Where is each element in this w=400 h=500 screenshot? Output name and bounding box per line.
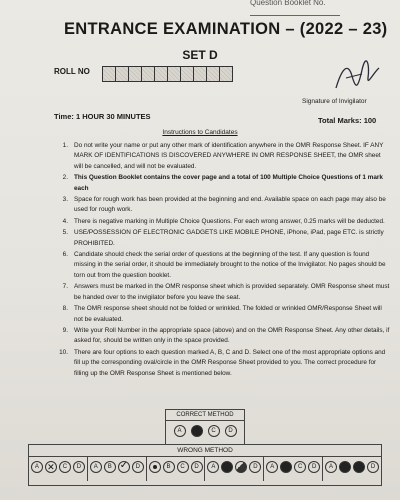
instruction-text: There is negative marking in Multiple Choice Questions. For each wrong answer, 0.25 marks will be deducted. (74, 217, 385, 225)
instruction-text: This Question Booklet contains the cover page and a total of 100 Multiple Choice Questions of 1 mark each (74, 174, 383, 192)
omr-bubble-b-filled (221, 461, 233, 473)
instruction-text: Candidate should check the serial order of questions at the beginning of the test. If any question is found missing in the serial order, it should be immediately brought to the notice of the Invigilator. No pages should be torn out from the question booklet. (74, 251, 386, 279)
roll-box (102, 66, 116, 82)
omr-bubble-d: D (367, 461, 379, 473)
instruction-number: 5. (62, 229, 68, 237)
wrong-example-cross (29, 457, 88, 481)
omr-bubble-d: D (191, 461, 203, 473)
roll-box (206, 66, 220, 82)
roll-box (193, 66, 207, 82)
roll-number-boxes (102, 66, 232, 82)
correct-method-box (165, 409, 245, 445)
omr-bubble-b: B (163, 461, 175, 473)
instruction-text: Answers must be marked in the OMR response sheet which is provided separately. OMR Response sheet must be handed over to the invigilator before you leave the seat. (74, 283, 390, 301)
booklet-number-field (250, 0, 400, 16)
instruction-item (54, 141, 390, 172)
omr-bubble-c: C (294, 461, 306, 473)
omr-bubble-d: D (225, 425, 237, 437)
instruction-item (54, 228, 390, 249)
omr-bubble-b-filled: B (191, 425, 203, 437)
instruction-item (54, 250, 390, 281)
wrong-method-box (28, 444, 382, 486)
instructions-heading: Instructions to Candidates (162, 129, 238, 136)
instruction-text: Space for rough work has been provided at the beginning and end. Available space on each page may also be used for rough work. (74, 196, 386, 214)
instruction-item (54, 326, 390, 347)
instruction-item (54, 173, 390, 194)
instruction-text: There are four options to each question marked A, B, C and D. Select one of the most appropriate options and fill up the corresponding oval/circle in the OMR Response Sheet provided to you. The correct procedure for filling up the OMR Response Sheet is mentioned below. (74, 348, 386, 377)
instruction-text: USE/POSSESSION OF ELECTRONIC GADGETS LIKE MOBILE PHONE, iPhone, iPad, page ETC. is strictly PROHIBITED. (74, 229, 384, 247)
instruction-item (54, 217, 390, 227)
instruction-number: 8. (62, 305, 68, 313)
roll-box (141, 66, 155, 82)
roll-box (115, 66, 129, 82)
instruction-item (54, 304, 390, 325)
omr-bubble-d: D (308, 461, 320, 473)
omr-bubble-d: D (132, 461, 144, 473)
correct-method-bubbles (166, 421, 244, 437)
exam-duration: Time: 1 HOUR 30 MINUTES (54, 112, 151, 121)
instruction-number: 1. (62, 142, 68, 149)
correct-method-label: CORRECT METHOD (166, 410, 244, 421)
instruction-number: 4. (62, 217, 68, 225)
instruction-number: 7. (62, 283, 68, 291)
wrong-example-double (264, 457, 323, 481)
wrong-method-examples (29, 457, 381, 481)
instruction-number: 9. (62, 326, 68, 334)
instruction-number: 6. (62, 251, 68, 259)
omr-bubble-a: A (90, 461, 102, 473)
omr-bubble-a: A (325, 461, 337, 473)
omr-bubble-c: C (59, 461, 71, 473)
total-marks: Total Marks: 100 (318, 116, 377, 125)
instruction-number: 3. (62, 196, 68, 204)
omr-bubble-c-ticked (118, 461, 130, 473)
omr-bubble-b-filled (339, 461, 351, 473)
set-label: SET D (182, 48, 218, 62)
booklet-number-label: Question Booklet No. (250, 0, 326, 7)
roll-box (180, 66, 194, 82)
omr-bubble-d: D (73, 461, 85, 473)
omr-bubble-c: C (177, 461, 189, 473)
booklet-number-line (250, 8, 340, 16)
invigilator-signature-label: Signature of Invigilator (302, 98, 367, 105)
wrong-example-half-filled (205, 457, 264, 481)
omr-bubble-a: A (31, 461, 43, 473)
instruction-item (54, 195, 390, 216)
instruction-number: 2. (62, 174, 68, 182)
instructions-list (54, 141, 390, 380)
wrong-example-multiple (323, 457, 381, 481)
instruction-text: Do not write your name or put any other mark of identification anywhere in the OMR Response Sheet. IF ANY MARK OF IDENTIFICATIONS IS DISCOVERED ANYWHERE IN OMR RESPONSE SHEET, the OMR sheet will be cancelled, and will not be evaluated. (74, 142, 384, 170)
wrong-example-dot (147, 457, 206, 481)
omr-bubble-c-filled (353, 461, 365, 473)
exam-title: ENTRANCE EXAMINATION – (2022 – 23) (64, 20, 388, 38)
wrong-method-label: WRONG METHOD (29, 445, 381, 457)
omr-bubble-c: C (208, 425, 220, 437)
omr-bubble-a-dotted (149, 461, 161, 473)
omr-bubble-b-crossed (45, 461, 57, 473)
omr-bubble-b-filled (280, 461, 292, 473)
omr-bubble-b: B (104, 461, 116, 473)
roll-box (219, 66, 233, 82)
instruction-text: Write your Roll Number in the appropriate space (above) and on the OMR Response Sheet. Any other details, if asked for, should be written only in the space provided. (74, 326, 390, 345)
omr-bubble-c-half (235, 461, 247, 473)
roll-box (128, 66, 142, 82)
roll-box (167, 66, 181, 82)
instruction-item (54, 282, 390, 303)
omr-bubble-a: A (266, 461, 278, 473)
roll-box (154, 66, 168, 82)
instruction-text: The OMR response sheet should not be folded or wrinkled. The folded or wrinkled OMR/Response Sheet will not be evaluated. (74, 305, 382, 323)
omr-bubble-a: A (174, 425, 186, 437)
roll-number-label: ROLL NO (54, 67, 90, 76)
omr-bubble-d: D (249, 461, 261, 473)
invigilator-signature (332, 58, 382, 94)
wrong-example-tick (88, 457, 147, 481)
instruction-number: 10. (59, 348, 68, 356)
omr-bubble-a: A (207, 461, 219, 473)
instruction-item (54, 348, 390, 379)
